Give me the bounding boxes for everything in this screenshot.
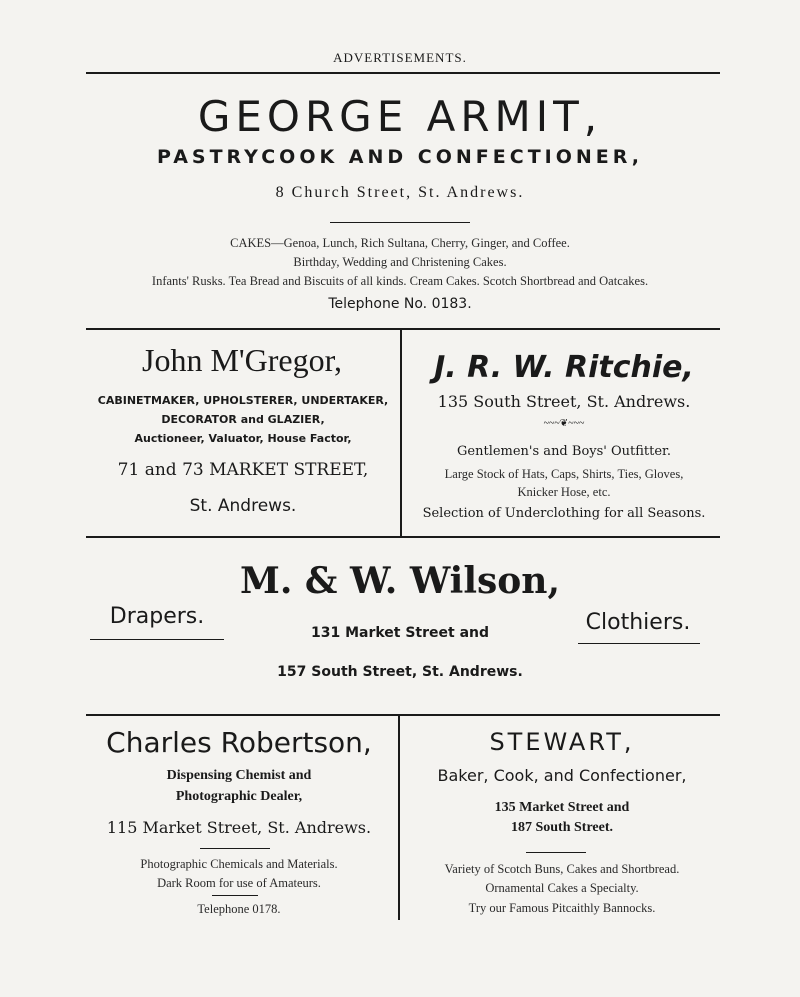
ritchie-selection-line: Selection of Underclothing for all Seasons. [422,506,706,521]
stewart-name: STEWART, [489,728,635,756]
top-rule [86,72,720,74]
mcgregor-trades-line: CABINETMAKER, UPHOLSTERER, UNDERTAKER, [97,394,389,407]
stewart-bannocks-line: Try our Famous Pitcaithly Bannocks. [468,901,656,915]
ritchie-address: 135 South Street, St. Andrews. [437,392,691,411]
armit-telephone: Telephone No. 0183. [328,296,472,312]
robertson-dealer-line: Photographic Dealer, [175,789,303,804]
running-head: ADVERTISEMENTS. [333,50,467,65]
robertson-telephone: Telephone 0178. [197,902,281,916]
robertson-name: Charles Robertson, [106,726,372,759]
wilson-market-street: 131 Market Street and [310,625,490,641]
stewart-specialty-line: Ornamental Cakes a Specialty. [485,881,639,895]
ritchie-trade: Gentlemen's and Boys' Outfitter. [457,444,671,459]
ritchie-stock-line: Large Stock of Hats, Caps, Shirts, Ties, Gloves, [444,467,684,481]
armit-name: GEORGE ARMIT, [197,92,603,141]
robertson-materials-line: Photographic Chemicals and Materials. [140,857,338,871]
ritchie-hose-line: Knicker Hose, etc. [517,485,611,499]
stewart-variety-line: Variety of Scotch Buns, Cakes and Shortbread. [444,862,680,876]
stewart-south-street: 187 South Street. [510,820,614,835]
armit-divider [330,222,470,223]
stewart-market-street: 135 Market Street and [494,800,630,815]
wilson-clothiers-label: Clothiers. [585,610,691,635]
mcgregor-name: John M'Gregor, [141,342,342,378]
robertson-address: 115 Market Street, St. Andrews. [106,818,372,837]
armit-goods-line: Infants' Rusks. Tea Bread and Biscuits of all kinds. Cream Cakes. Scotch Shortbread and Oatcakes. [151,274,649,288]
mcgregor-decorator-line: DECORATOR and GLAZIER, [161,413,325,426]
mcgregor-address: 71 and 73 MARKET STREET, [117,460,369,480]
armit-trade: PASTRYCOOK AND CONFECTIONER, [157,146,643,168]
wilson-name: M. & W. Wilson, [240,560,560,602]
ritchie-name: J. R. W. Ritchie, [434,350,694,385]
section-rule-1 [86,328,720,330]
armit-cakes-line: CAKES—Genoa, Lunch, Rich Sultana, Cherry, Ginger, and Coffee. [230,236,570,250]
armit-occasion-line: Birthday, Wedding and Christening Cakes. [293,255,507,269]
section-rule-3 [86,714,720,716]
clothiers-underline [578,643,700,644]
mcgregor-auctioneer-line: Auctioneer, Valuator, House Factor, [134,432,352,445]
stewart-trade: Baker, Cook, and Confectioner, [437,766,687,785]
section-rule-2 [86,536,720,538]
armit-address: 8 Church Street, St. Andrews. [275,184,525,201]
robertson-darkroom-line: Dark Room for use of Amateurs. [157,876,321,890]
mcgregor-town: St. Andrews. [189,496,297,516]
wilson-south-street: 157 South Street, St. Andrews. [277,664,523,680]
ritchie-ornament: ~~~❦~~~ [543,418,585,429]
wilson-drapers-label: Drapers. [109,604,205,629]
stewart-divider [526,852,586,853]
robertson-divider [200,848,270,849]
robertson-chemist-line: Dispensing Chemist and [166,768,312,783]
robertson-divider-2 [212,895,258,896]
